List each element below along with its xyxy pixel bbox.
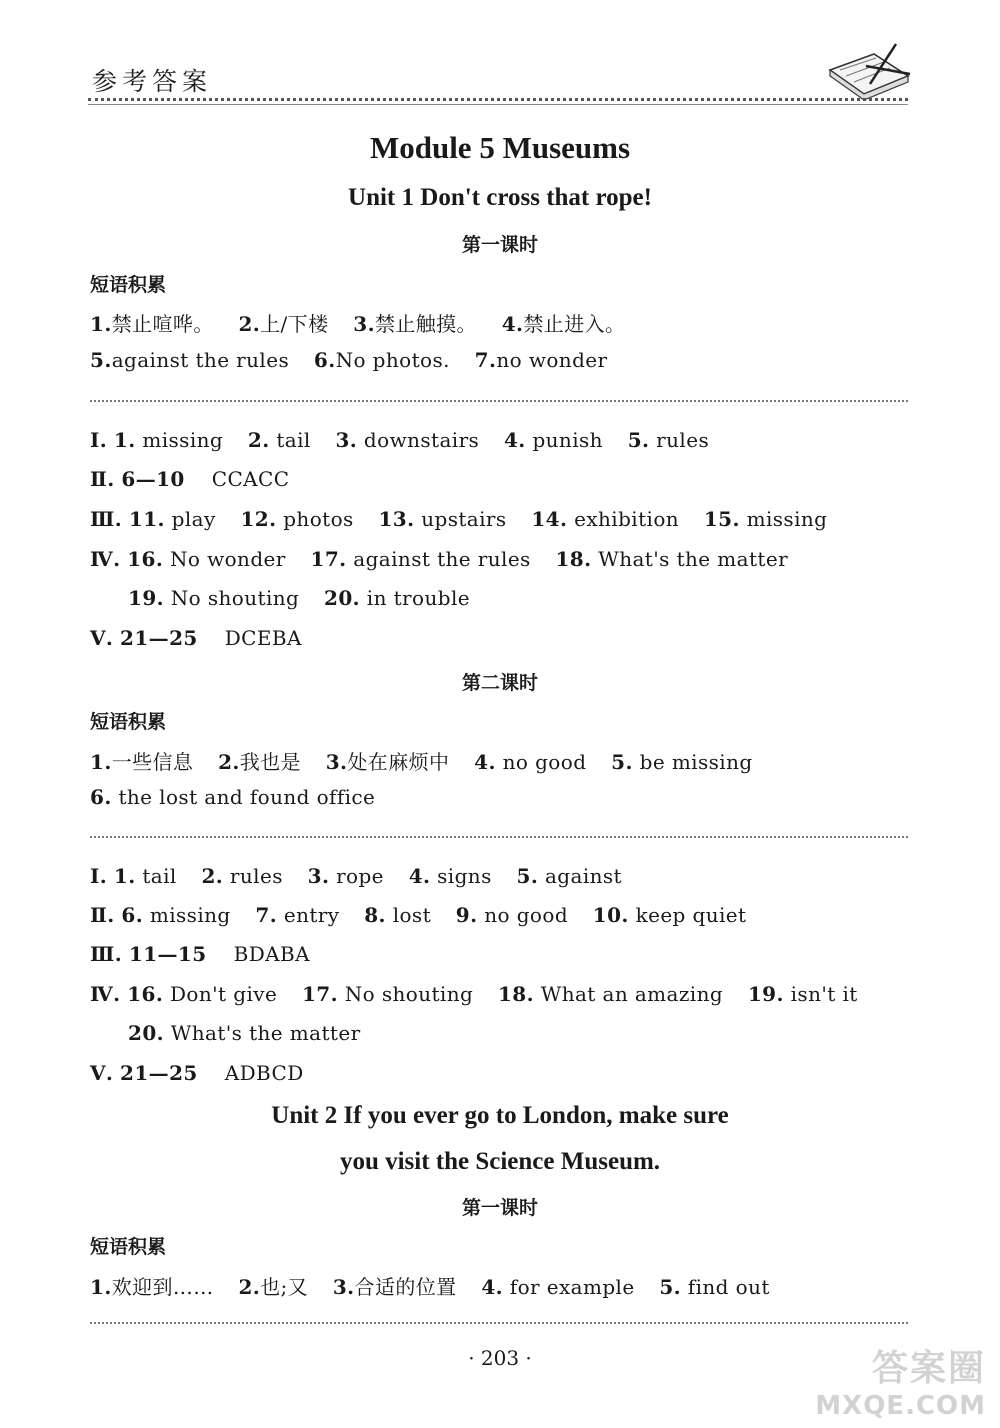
unit1-lesson2-phrases-line-1: 1.一些信息 2.我也是 3.处在麻烦中 4. no good 5. be missing <box>90 750 753 774</box>
watermark: 答案圈 MXQE.COM <box>815 1348 986 1421</box>
unit1-lesson1-phrases-line-1: 1.禁止喧哗。 2.上/下楼 3.禁止触摸。 4.禁止进入。 <box>90 312 626 336</box>
page-number: · 203 · <box>468 1346 532 1370</box>
unit1-title: Unit 1 Don't cross that rope! <box>348 184 652 211</box>
unit1-lesson2-answer-row-5: 20. What's the matter <box>128 1021 361 1045</box>
separator <box>90 400 908 402</box>
unit1-lesson1-heading: 第一课时 <box>461 234 538 256</box>
header-dotted-rule <box>88 98 908 101</box>
separator <box>90 1322 908 1324</box>
header-title: 参考答案 <box>92 67 213 96</box>
unit2-lesson1-phrases-label: 短语积累 <box>90 1236 167 1258</box>
unit1-lesson2-heading: 第二课时 <box>461 672 538 694</box>
header-rule <box>88 104 908 105</box>
unit1-lesson1-phrases-label: 短语积累 <box>90 274 167 296</box>
unit2-title-line-1: Unit 2 If you ever go to London, make sure <box>271 1102 729 1129</box>
unit2-lesson1-phrases-line-1: 1.欢迎到…… 2.也;又 3.合适的位置 4. for example 5. find out <box>90 1275 770 1299</box>
unit1-lesson1-answer-row-2: Ⅱ. 6—10 CCACC <box>90 467 290 491</box>
unit1-lesson2-phrases-line-2: 6. the lost and found office <box>90 785 376 809</box>
unit1-lesson1-answer-row-6: Ⅴ. 21—25 DCEBA <box>90 626 302 650</box>
unit1-lesson1-phrases-line-2: 5.against the rules 6.No photos. 7.no wonder <box>90 348 608 372</box>
unit1-lesson2-answer-row-2: Ⅱ. 6. missing 7. entry 8. lost 9. no good 10. keep quiet <box>90 903 747 927</box>
unit1-lesson2-answer-row-1: Ⅰ. 1. tail 2. rules 3. rope 4. signs 5. against <box>90 864 622 888</box>
unit1-lesson2-phrases-label: 短语积累 <box>90 711 167 733</box>
unit1-lesson2-answer-row-6: Ⅴ. 21—25 ADBCD <box>90 1061 304 1085</box>
unit1-lesson2-answer-row-3: Ⅲ. 11—15 BDABA <box>90 942 310 966</box>
separator <box>90 836 908 838</box>
unit2-lesson1-heading: 第一课时 <box>461 1197 538 1219</box>
unit1-lesson1-answer-row-4: Ⅳ. 16. No wonder 17. against the rules 18. What's the matter <box>90 547 789 571</box>
unit1-lesson1-answer-row-3: Ⅲ. 11. play 12. photos 13. upstairs 14. exhibition 15. missing <box>90 507 828 531</box>
module-title: Module 5 Museums <box>369 130 631 165</box>
unit2-title-line-2: you visit the Science Museum. <box>339 1148 661 1175</box>
unit1-lesson1-answer-row-1: Ⅰ. 1. missing 2. tail 3. downstairs 4. punish 5. rules <box>90 428 710 452</box>
unit1-lesson1-answer-row-5: 19. No shouting 20. in trouble <box>128 586 470 610</box>
unit1-lesson2-answer-row-4: Ⅳ. 16. Don't give 17. No shouting 18. What an amazing 19. isn't it <box>90 982 858 1006</box>
